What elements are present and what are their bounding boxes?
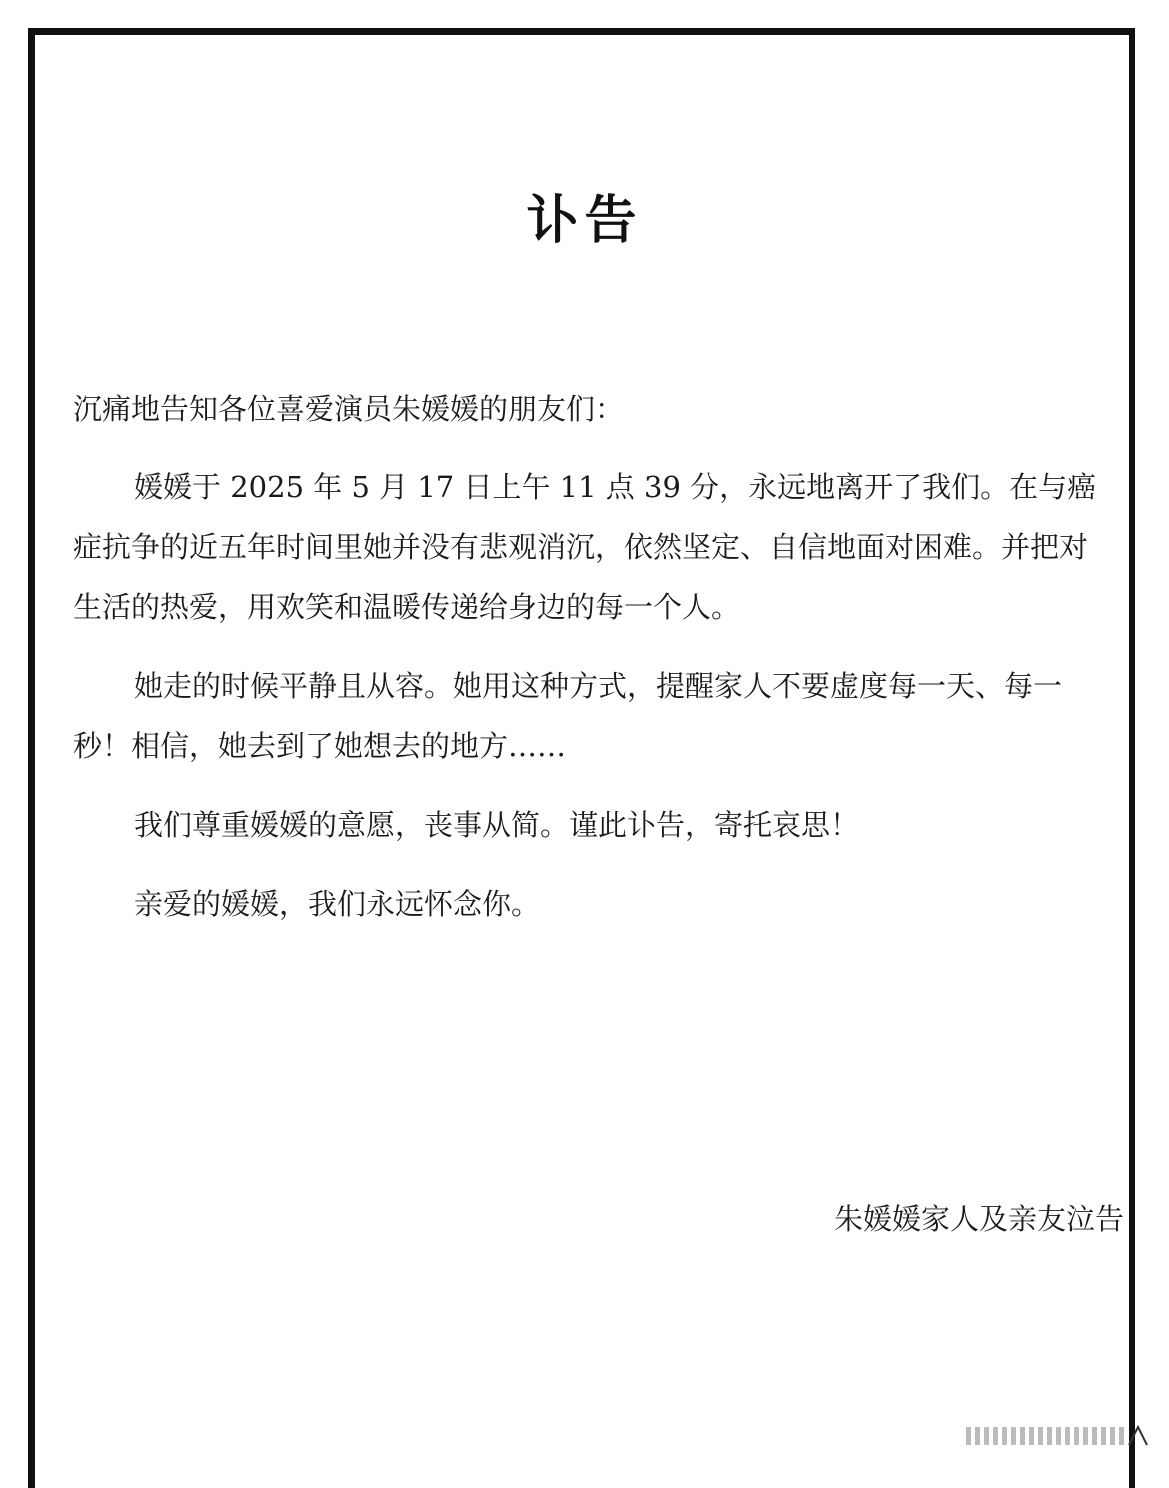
watermark-icon — [966, 1423, 1151, 1449]
paragraph-1: 媛媛于 2025 年 5 月 17 日上午 11 点 39 分，永远地离开了我们。在与癌症抗争的近五年时间里她并没有悲观消沉，依然坚定、自信地面对困难。并把对生活的热爱，用欢笑和温暖传递给身边的每一个人。 — [73, 470, 1097, 624]
paragraph-2: 她走的时候平静且从容。她用这种方式，提醒家人不要虚度每一天、每一秒！相信，她去到了她想去的地方…… — [73, 669, 1063, 763]
salutation: 沉痛地告知各位喜爱演员朱媛媛的朋友们： — [73, 392, 625, 426]
signature: 朱媛媛家人及亲友泣告 — [833, 1202, 1124, 1236]
paragraph-3: 我们尊重媛媛的意愿，丧事从简。谨此讣告，寄托哀思！ — [134, 808, 860, 842]
paragraph-4: 亲爱的媛媛，我们永远怀念你。 — [134, 887, 541, 921]
notice-title: 讣告 — [526, 191, 643, 251]
